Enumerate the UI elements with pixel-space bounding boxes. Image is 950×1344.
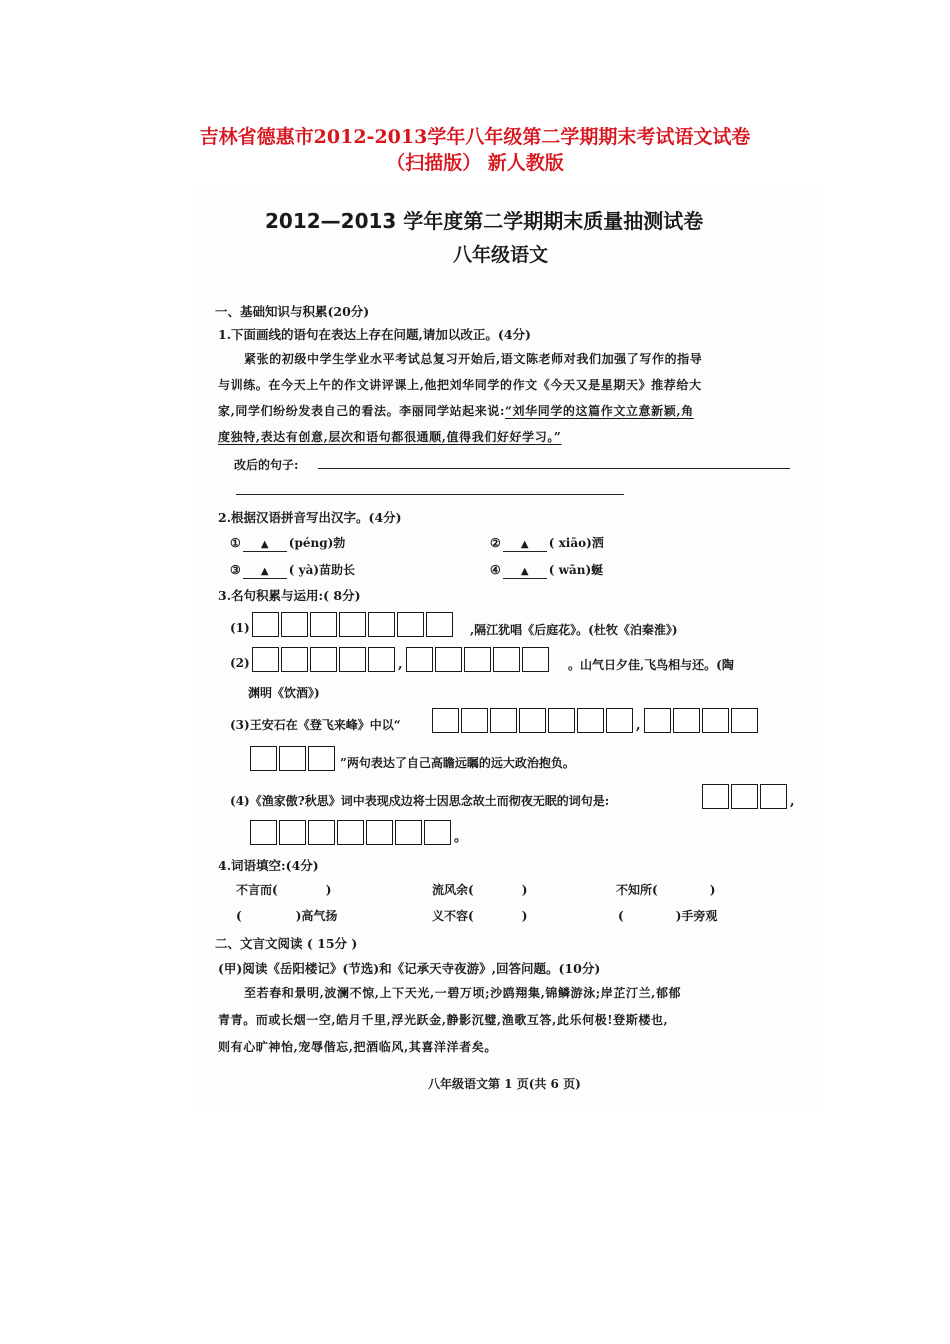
char-box[interactable] bbox=[606, 708, 633, 733]
char-box[interactable] bbox=[731, 708, 758, 733]
char-box[interactable] bbox=[522, 647, 549, 672]
q1-answer-line1[interactable] bbox=[318, 468, 790, 469]
q3-item2-boxes[interactable] bbox=[252, 647, 549, 672]
q4-row2-item1[interactable]: ( )高气扬 bbox=[236, 909, 338, 923]
char-box[interactable] bbox=[432, 708, 459, 733]
document-title-line2: （扫描版） 新人教版 bbox=[386, 152, 564, 174]
q2-item1-pinyin: (péng)勃 bbox=[288, 536, 346, 550]
char-box[interactable] bbox=[250, 746, 277, 771]
char-box[interactable] bbox=[464, 647, 491, 672]
q3-item4-boxes-a[interactable] bbox=[702, 784, 796, 809]
exam-subtitle: 八年级语文 bbox=[453, 244, 549, 266]
q3-item4-before: (4)《渔家傲?秋思》词中表现戍边将士因思念故土而彻夜无眠的词句是: bbox=[230, 794, 610, 808]
q2-item3 bbox=[230, 561, 355, 579]
q4-row1-item3[interactable]: 不知所( ) bbox=[616, 883, 716, 897]
q3-item4-end: 。 bbox=[454, 830, 468, 845]
q3-item1-num: (1) bbox=[230, 621, 250, 635]
q4-row2-item2[interactable]: 义不容( ) bbox=[432, 909, 528, 923]
q3-item3-before: (3)王安石在《登飞来峰》中以“ bbox=[230, 718, 401, 732]
section2-heading: 二、文言文阅读 ( 15分 ) bbox=[215, 936, 358, 951]
q2-item2-num: ② bbox=[490, 536, 501, 550]
char-box[interactable] bbox=[279, 746, 306, 771]
char-box[interactable] bbox=[250, 820, 277, 845]
comma-separator: , bbox=[398, 657, 403, 672]
char-box[interactable] bbox=[339, 612, 366, 637]
q1-passage-line3 bbox=[218, 402, 694, 419]
q2-item2-mark: ▲ bbox=[520, 539, 529, 550]
q2-item3-num: ③ bbox=[230, 563, 241, 577]
q1-passage-line2: 与训练。在今天上午的作文讲评课上,他把刘华同学的作文《今天又是星期天》推荐给大 bbox=[218, 378, 702, 392]
q2-item3-pinyin: ( yà)苗助长 bbox=[288, 563, 356, 577]
q4-row1-item1[interactable]: 不言而( ) bbox=[236, 883, 332, 897]
section1-heading: 一、基础知识与积累(20分) bbox=[215, 304, 370, 319]
char-box[interactable] bbox=[308, 820, 335, 845]
q3-item4-boxes-b[interactable] bbox=[250, 820, 468, 845]
char-box[interactable] bbox=[308, 746, 335, 771]
q2-item2-blank[interactable] bbox=[503, 539, 547, 552]
q2-item4-mark: ▲ bbox=[520, 566, 529, 577]
q2-item1 bbox=[230, 534, 345, 552]
char-box[interactable] bbox=[279, 820, 306, 845]
q2-item1-blank[interactable] bbox=[243, 539, 287, 552]
q2-item1-num: ① bbox=[230, 536, 241, 550]
q2-item2 bbox=[490, 534, 604, 552]
q2-item3-mark: ▲ bbox=[260, 566, 269, 577]
char-box[interactable] bbox=[673, 708, 700, 733]
char-box[interactable] bbox=[406, 647, 433, 672]
char-box[interactable] bbox=[731, 784, 758, 809]
q2-item4-blank[interactable] bbox=[503, 566, 547, 579]
char-box[interactable] bbox=[577, 708, 604, 733]
q3-item2-line2: 渊明《饮酒》) bbox=[248, 686, 320, 700]
char-box[interactable] bbox=[490, 708, 517, 733]
char-box[interactable] bbox=[252, 612, 279, 637]
char-box[interactable] bbox=[548, 708, 575, 733]
exam-title: 2012—2013 学年度第二学期期末质量抽测试卷 bbox=[265, 209, 704, 233]
q4-prompt: 4.词语填空:(4分) bbox=[218, 858, 319, 873]
q2-item4-num: ④ bbox=[490, 563, 501, 577]
char-box[interactable] bbox=[310, 612, 337, 637]
char-box[interactable] bbox=[366, 820, 393, 845]
char-box[interactable] bbox=[397, 612, 424, 637]
q3-item2-after: 。山气日夕佳,飞鸟相与还。(陶 bbox=[568, 658, 734, 672]
q3-prompt: 3.名句积累与运用:( 8分) bbox=[218, 588, 361, 603]
char-box[interactable] bbox=[368, 647, 395, 672]
section2-passage-line2: 青青。而或长烟一空,皓月千里,浮光跃金,静影沉璧,渔歌互答,此乐何极!登斯楼也, bbox=[218, 1013, 669, 1027]
section2-subquestion: (甲)阅读《岳阳楼记》(节选)和《记承天寺夜游》,回答问题。(10分) bbox=[218, 961, 601, 976]
comma-separator: , bbox=[790, 794, 795, 809]
page-footer: 八年级语文第 1 页(共 6 页) bbox=[428, 1077, 581, 1091]
comma-separator: , bbox=[636, 718, 641, 733]
q1-passage-line3-text: 家,同学们纷纷发表自己的看法。李丽同学站起来说: bbox=[218, 404, 506, 418]
char-box[interactable] bbox=[368, 612, 395, 637]
document-title-line1: 吉林省德惠市2012-2013学年八年级第二学期期末考试语文试卷 bbox=[199, 126, 751, 148]
section2-passage-line1: 至若春和景明,波澜不惊,上下天光,一碧万顷;沙鸥翔集,锦鳞游泳;岸芷汀兰,郁郁 bbox=[244, 986, 682, 1000]
q2-item3-blank[interactable] bbox=[243, 566, 287, 579]
q1-prompt: 1.下面画线的语句在表达上存在问题,请加以改正。(4分) bbox=[218, 327, 531, 342]
q1-passage-line1: 紧张的初级中学生学业水平考试总复习开始后,语文陈老师对我们加强了写作的指导 bbox=[244, 352, 703, 366]
char-box[interactable] bbox=[337, 820, 364, 845]
char-box[interactable] bbox=[310, 647, 337, 672]
q1-answer-label: 改后的句子: bbox=[234, 458, 299, 472]
q3-item2-num: (2) bbox=[230, 656, 250, 670]
section2-passage-line3: 则有心旷神怡,宠辱偕忘,把酒临风,其喜洋洋者矣。 bbox=[218, 1040, 497, 1054]
char-box[interactable] bbox=[281, 647, 308, 672]
q3-item3-boxes-b[interactable] bbox=[250, 746, 335, 771]
char-box[interactable] bbox=[252, 647, 279, 672]
char-box[interactable] bbox=[644, 708, 671, 733]
q1-underlined-sentence-part1: “刘华同学的这篇作文立意新颖,角 bbox=[505, 404, 694, 418]
q1-underlined-sentence-part2: 度独特,表达有创意,层次和语句都很通顺,值得我们好好学习。” bbox=[218, 430, 562, 444]
q2-item4 bbox=[490, 561, 603, 579]
q2-item4-pinyin: ( wān)蜒 bbox=[548, 563, 604, 577]
q3-item3-after: ”两句表达了自己高瞻远瞩的远大政治抱负。 bbox=[340, 756, 575, 770]
char-box[interactable] bbox=[461, 708, 488, 733]
char-box[interactable] bbox=[395, 820, 422, 845]
q4-row1-item2[interactable]: 流风余( ) bbox=[432, 883, 528, 897]
q1-answer-line2[interactable] bbox=[236, 494, 624, 495]
char-box[interactable] bbox=[339, 647, 366, 672]
char-box[interactable] bbox=[426, 612, 453, 637]
q3-item1-boxes[interactable] bbox=[252, 612, 453, 637]
q3-item3-boxes-a[interactable] bbox=[432, 708, 758, 733]
q2-item1-mark: ▲ bbox=[260, 539, 269, 550]
char-box[interactable] bbox=[760, 784, 787, 809]
char-box[interactable] bbox=[281, 612, 308, 637]
q3-item1-after: ,隔江犹唱《后庭花》。(杜牧《泊秦淮》) bbox=[470, 623, 678, 637]
char-box[interactable] bbox=[493, 647, 520, 672]
q2-item2-pinyin: ( xiāo)洒 bbox=[548, 536, 604, 550]
q4-row2-item3[interactable]: ( )手旁观 bbox=[618, 909, 718, 923]
char-box[interactable] bbox=[702, 708, 729, 733]
char-box[interactable] bbox=[435, 647, 462, 672]
q2-prompt: 2.根据汉语拼音写出汉字。(4分) bbox=[218, 510, 402, 525]
char-box[interactable] bbox=[424, 820, 451, 845]
char-box[interactable] bbox=[519, 708, 546, 733]
char-box[interactable] bbox=[702, 784, 729, 809]
